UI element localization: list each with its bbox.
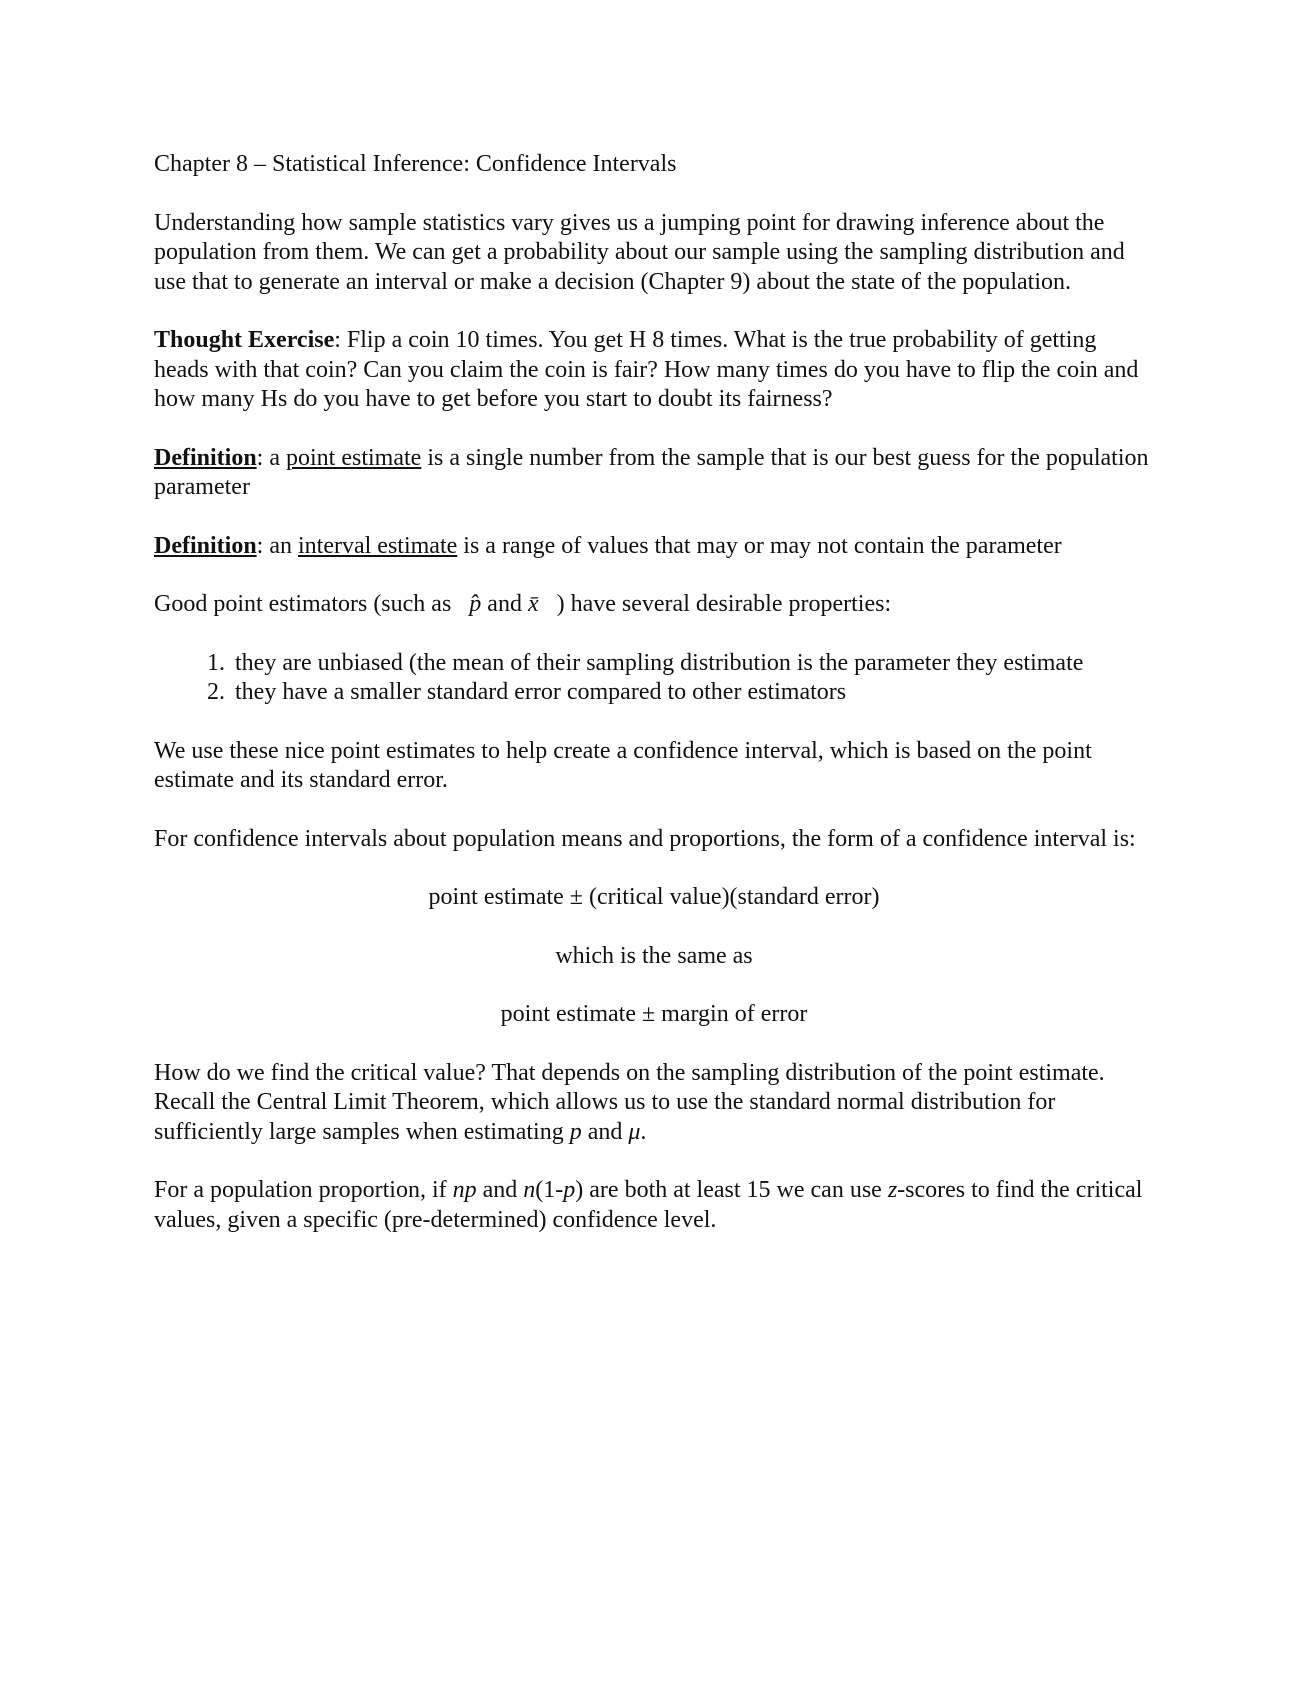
definition-text: is a single number from the sample that is our best guess for the population parameter: [154, 444, 1149, 500]
proportion-text: For a population proportion, if: [154, 1177, 453, 1203]
estimators-text: ) have several desirable properties:: [556, 591, 892, 617]
proportion-text: ) are both at least 15 we can use: [575, 1177, 888, 1203]
definition-label: Definition: [154, 444, 257, 471]
p-symbol: p: [563, 1177, 576, 1203]
definition-term: interval estimate: [298, 532, 458, 559]
thought-exercise-paragraph: [154, 326, 1154, 415]
intro-paragraph: Understanding how sample statistics vary gives us a jumping point for drawing inference about the population from them. We can get a probability about our sample using the sampling distribution and use that to generate an interval or make a decision (Chapter 9) about the state of the population.: [154, 209, 1125, 295]
list-item: 1. they are unbiased (the mean of their sampling distribution is the parameter they estimate: [231, 649, 1154, 679]
nice-estimates-paragraph: We use these nice point estimates to help create a confidence interval, which is based on the point estimate and its standard error.: [154, 737, 1092, 793]
form-paragraph: For confidence intervals about population means and proportions, the form of a confidence interval is:: [154, 825, 1136, 852]
estimators-text: Good point estimators (such as: [154, 591, 452, 617]
p-symbol: p: [569, 1118, 582, 1145]
document-page: [154, 150, 1154, 1235]
properties-list: [154, 649, 1154, 708]
critical-value-paragraph: [154, 1059, 1154, 1148]
definition-text: : an: [256, 532, 298, 559]
list-item: 2. they have a smaller standard error compared to other estimators: [231, 678, 1154, 708]
thought-exercise-label: Thought Exercise: [154, 327, 335, 353]
proportion-paragraph: [154, 1176, 1154, 1235]
estimators-and: and: [487, 591, 522, 617]
page-title: Chapter 8 – Statistical Inference: Confidence Intervals: [154, 151, 677, 177]
definition-label: Definition: [154, 532, 257, 559]
proportion-text: -scores to find the critical values, given a specific (pre-determined) confidence level.: [154, 1177, 1143, 1233]
p-hat-symbol: p̂: [469, 591, 482, 617]
definition-point-estimate: [154, 444, 1154, 503]
formula-critical-value: point estimate ± (critical value)(standard error): [428, 884, 880, 910]
definition-term: point estimate: [286, 444, 422, 471]
n-symbol: n: [523, 1177, 536, 1203]
z-symbol: z: [887, 1177, 898, 1203]
proportion-paren: (1-: [535, 1177, 564, 1203]
proportion-and: and: [476, 1177, 524, 1203]
estimators-paragraph: [154, 590, 1154, 620]
same-as-text: which is the same as: [555, 942, 753, 969]
x-bar-symbol: x̄: [527, 591, 539, 617]
critical-and: and: [581, 1118, 629, 1145]
definition-interval-estimate: [154, 532, 1154, 562]
formula-margin-of-error: point estimate ± margin of error: [500, 1001, 808, 1027]
mu-symbol: μ: [628, 1118, 641, 1145]
thought-exercise-text: : Flip a coin 10 times. You get H 8 times. What is the true probability of getting heads with that coin? Can you claim the coin is fair? How many times do you have to flip the coin and how many Hs do you have to get before you start to doubt its fairness?: [154, 327, 1139, 412]
np-symbol: np: [452, 1177, 477, 1203]
critical-end: .: [640, 1118, 647, 1145]
definition-text: is a range of values that may or may not contain the parameter: [457, 532, 1062, 559]
definition-text: : a: [256, 444, 286, 471]
critical-text: How do we find the critical value? That depends on the sampling distribution of the point estimate. Recall the Central Limit Theorem, which allows us to use the standard normal distribution for sufficiently large samples when estimating: [154, 1059, 1105, 1145]
